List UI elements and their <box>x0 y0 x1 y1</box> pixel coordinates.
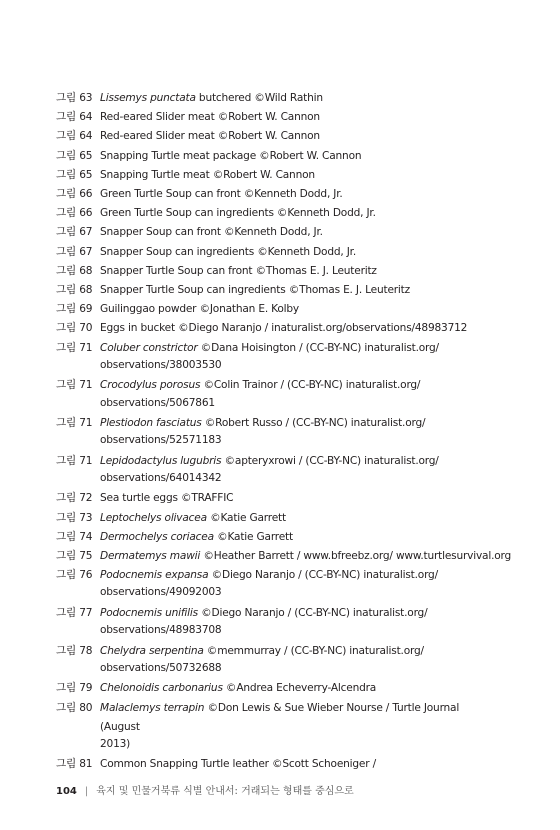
figure-number: 그림 76 <box>56 569 93 582</box>
page-footer <box>56 782 354 797</box>
species-name: Chelydra serpentina <box>100 644 204 657</box>
figure-number: 그림 69 <box>56 303 93 316</box>
caption-text <box>100 147 496 166</box>
caption-list <box>56 89 512 775</box>
figure-number: 그림 70 <box>56 322 93 335</box>
figure-number: 그림 64 <box>56 130 93 143</box>
caption-text <box>100 566 496 604</box>
caption-entry <box>56 547 512 566</box>
species-name: Dermochelys coriacea <box>100 530 214 543</box>
credit-text: Snapper Soup can ingredients ©Kenneth Dodd, Jr. <box>100 245 357 258</box>
caption-entry <box>56 414 496 452</box>
credit-text: Snapping Turtle meat ©Robert W. Cannon <box>100 168 315 181</box>
figure-number: 그림 67 <box>56 245 93 258</box>
species-name: Podocnemis expansa <box>100 569 209 582</box>
credit-text: ©Katie Garrett <box>206 511 286 524</box>
figure-number: 그림 78 <box>56 644 93 657</box>
caption-text <box>100 204 496 223</box>
credit-text: Snapper Turtle Soup can ingredients ©Thomas E. J. Leuteritz <box>100 284 410 297</box>
figure-number: 그림 75 <box>56 550 93 563</box>
caption-entry <box>56 204 496 223</box>
credit-text: Common Snapping Turtle leather ©Scott Schoeniger / <box>100 758 376 771</box>
caption-text <box>100 755 496 774</box>
figure-number: 그림 74 <box>56 530 93 543</box>
caption-entry <box>56 509 496 528</box>
species-name: Crocodylus porosus <box>100 379 201 392</box>
caption-entry <box>56 528 496 547</box>
caption-text <box>100 127 496 146</box>
credit-continuation: observations/50732688 <box>100 661 222 674</box>
species-name: Lepidodactylus lugubris <box>100 454 222 467</box>
caption-text <box>100 166 496 185</box>
species-name: Lissemys punctata <box>100 92 196 104</box>
figure-number: 그림 66 <box>56 207 93 220</box>
caption-text <box>100 679 496 698</box>
caption-entry <box>56 185 496 204</box>
credit-text: Guilinggao powder ©Jonathan E. Kolby <box>100 303 300 316</box>
credit-text: ©Andrea Echeverry-Alcendra <box>222 682 377 695</box>
caption-entry <box>56 243 496 262</box>
figure-number: 그림 73 <box>56 511 93 524</box>
caption-text <box>100 281 496 300</box>
figure-number: 그림 71 <box>56 454 93 467</box>
credit-text: Red-eared Slider meat ©Robert W. Cannon <box>100 130 320 143</box>
caption-text <box>100 414 496 452</box>
figure-number: 그림 72 <box>56 492 93 505</box>
credit-continuation: observations/38003530 <box>100 358 222 371</box>
caption-entry <box>56 339 496 377</box>
credit-text: ©Don Lewis & Sue Wieber Nourse / Turtle Journal (August <box>100 701 460 733</box>
caption-text <box>100 528 496 547</box>
credit-continuation: observations/48983708 <box>100 624 222 637</box>
species-name: Coluber constrictor <box>100 341 198 354</box>
credit-text: Snapper Soup can front ©Kenneth Dodd, Jr. <box>100 226 323 239</box>
caption-entry <box>56 452 496 490</box>
credit-text: ©Diego Naranjo / (CC-BY-NC) inaturalist.org/ <box>197 606 428 619</box>
species-name: Dermatemys mawii <box>100 550 201 563</box>
figure-number: 그림 71 <box>56 417 93 430</box>
credit-text: ©Heather Barrett / www.bfreebz.org/ www.turtlesurvival.org <box>200 550 512 563</box>
figure-number: 그림 65 <box>56 149 93 162</box>
caption-entry <box>56 166 496 185</box>
credit-text: Eggs in bucket ©Diego Naranjo / inaturalist.org/observations/48983712 <box>100 322 468 335</box>
caption-entry <box>56 127 496 146</box>
figure-number: 그림 81 <box>56 758 93 771</box>
credit-continuation: observations/52571183 <box>100 434 222 447</box>
credit-text: Green Turtle Soup can ingredients ©Kenneth Dodd, Jr. <box>100 207 376 220</box>
caption-text <box>100 642 496 680</box>
credit-text: ©memmurray / (CC-BY-NC) inaturalist.org/ <box>203 644 424 657</box>
credit-text: ©Colin Trainor / (CC-BY-NC) inaturalist.org/ <box>200 379 421 392</box>
caption-text <box>100 604 496 642</box>
figure-number: 그림 68 <box>56 284 93 297</box>
species-name: Leptochelys olivacea <box>100 511 207 524</box>
caption-text <box>100 489 496 508</box>
caption-entry <box>56 223 496 242</box>
species-name: Chelonoidis carbonarius <box>100 682 223 695</box>
caption-entry <box>56 604 496 642</box>
caption-entry <box>56 755 496 774</box>
credit-text: ©Dana Hoisington / (CC-BY-NC) inaturalist.org/ <box>197 341 439 354</box>
credit-text: Snapping Turtle meat package ©Robert W. Cannon <box>100 149 362 162</box>
caption-entry <box>56 566 496 604</box>
caption-entry <box>56 642 496 680</box>
caption-text <box>100 319 496 338</box>
credit-text: ©Katie Garrett <box>213 530 293 543</box>
caption-entry <box>56 376 496 414</box>
footer-separator: | <box>84 786 89 797</box>
credit-text: ©Robert Russo / (CC-BY-NC) inaturalist.org/ <box>201 417 426 430</box>
credit-text: Green Turtle Soup can front ©Kenneth Dodd, Jr. <box>100 188 343 201</box>
figure-number: 그림 67 <box>56 226 93 239</box>
figure-number: 그림 80 <box>56 701 93 714</box>
page-number: 104 <box>56 786 77 797</box>
figure-number: 그림 63 <box>56 92 93 104</box>
credit-text: Red-eared Slider meat ©Robert W. Cannon <box>100 111 320 124</box>
caption-entry <box>56 699 496 756</box>
species-name: Podocnemis unifilis <box>100 606 198 619</box>
book-title: 육지 및 민물거북류 식별 안내서: 거래되는 형태를 중심으로 <box>96 786 354 797</box>
credit-continuation: observations/64014342 <box>100 471 222 484</box>
figure-number: 그림 68 <box>56 264 93 277</box>
figure-number: 그림 71 <box>56 341 93 354</box>
caption-text <box>100 89 496 108</box>
caption-entry <box>56 281 496 300</box>
credit-continuation: observations/5067861 <box>100 396 215 409</box>
caption-text <box>100 262 496 281</box>
caption-text <box>100 547 511 566</box>
figure-number: 그림 79 <box>56 682 93 695</box>
figure-number: 그림 65 <box>56 168 93 181</box>
caption-text <box>100 185 496 204</box>
credit-text: ©apteryxrowi / (CC-BY-NC) inaturalist.org/ <box>221 454 439 467</box>
caption-text <box>100 699 496 756</box>
caption-entry <box>56 319 496 338</box>
figure-number: 그림 66 <box>56 188 93 201</box>
caption-entry <box>56 108 496 127</box>
caption-text <box>100 243 496 262</box>
caption-text <box>100 376 496 414</box>
caption-text <box>100 300 496 319</box>
credit-continuation: observations/49092003 <box>100 586 222 599</box>
caption-text <box>100 509 496 528</box>
credit-text: Sea turtle eggs ©TRAFFIC <box>100 492 234 505</box>
caption-text <box>100 339 496 377</box>
credit-continuation: 2013) <box>100 737 131 750</box>
caption-text <box>100 223 496 242</box>
species-name: Plestiodon fasciatus <box>100 417 202 430</box>
credit-text: ©Diego Naranjo / (CC-BY-NC) inaturalist.org/ <box>208 569 438 582</box>
caption-text <box>100 452 496 490</box>
credit-text: butchered ©Wild Rathin <box>195 92 323 104</box>
figure-number: 그림 77 <box>56 606 93 619</box>
credit-text: Snapper Turtle Soup can front ©Thomas E. J. Leuteritz <box>100 264 377 277</box>
caption-text <box>100 108 496 127</box>
species-name: Malaclemys terrapin <box>100 701 205 714</box>
caption-entry <box>56 679 496 698</box>
caption-entry <box>56 489 496 508</box>
figure-number: 그림 71 <box>56 379 93 392</box>
caption-entry <box>56 262 496 281</box>
figure-number: 그림 64 <box>56 111 93 124</box>
caption-entry <box>56 89 496 108</box>
caption-entry <box>56 300 496 319</box>
caption-entry <box>56 147 496 166</box>
